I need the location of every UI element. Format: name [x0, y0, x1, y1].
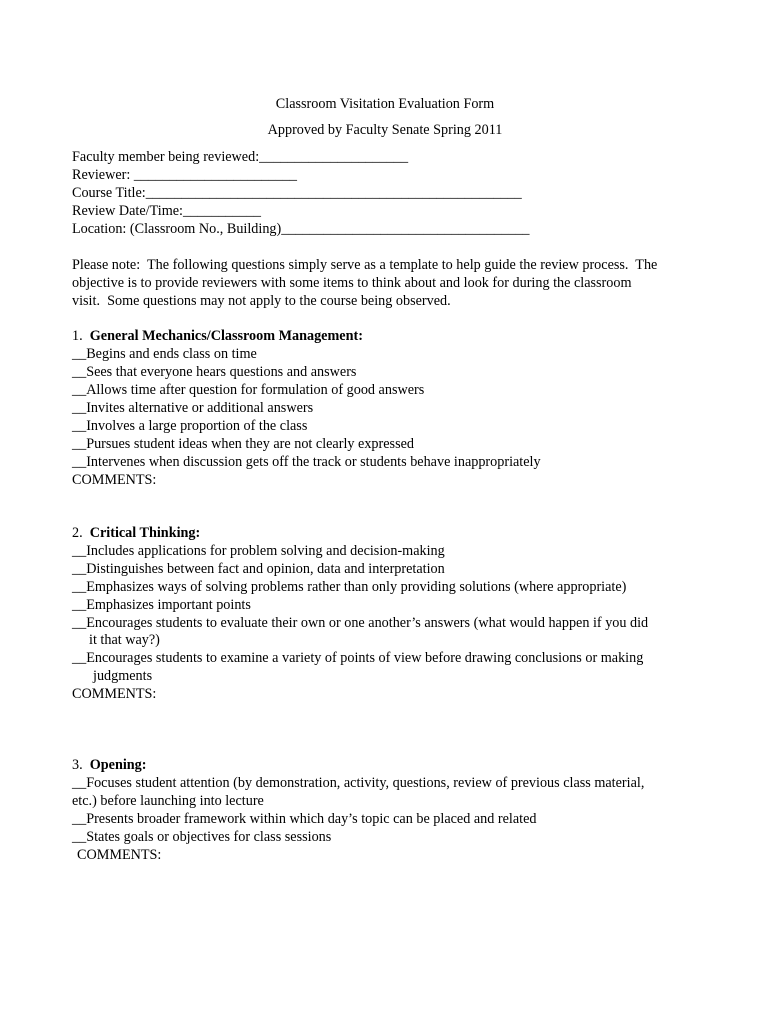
- checklist-item: __Allows time after question for formulation of good answers: [72, 382, 425, 398]
- section-number: 1.: [72, 328, 83, 344]
- section-heading: [72, 327, 363, 345]
- checklist-item: __Encourages students to evaluate their own or one another’s answers (what would happen if you did: [72, 615, 649, 631]
- checklist-item: __Intervenes when discussion gets off the track or students behave inappropriately: [72, 454, 541, 470]
- checklist-item: __Emphasizes important points: [72, 597, 251, 613]
- section-title: General Mechanics/Classroom Management:: [89, 328, 363, 344]
- field-faculty-member: Faculty member being reviewed:_____________________: [72, 149, 409, 165]
- checklist-item-continuation: etc.) before launching into lecture: [72, 793, 264, 809]
- section-heading: [72, 756, 147, 774]
- checklist-item: __Pursues student ideas when they are not clearly expressed: [72, 436, 414, 452]
- checklist-item-continuation: it that way?): [89, 632, 160, 648]
- checklist-item: __Emphasizes ways of solving problems rather than only providing solutions (where appropriate): [72, 579, 627, 595]
- comments-label: COMMENTS:: [72, 686, 157, 702]
- note-line: visit. Some questions may not apply to the course being observed.: [72, 293, 451, 309]
- checklist-item: __Encourages students to examine a variety of points of view before drawing conclusions or making: [72, 650, 644, 666]
- checklist-item: __Involves a large proportion of the class: [72, 418, 308, 434]
- checklist-item: __Presents broader framework within which day’s topic can be placed and related: [72, 811, 537, 827]
- note-line: objective is to provide reviewers with some items to think about and look for during the classroom: [72, 275, 632, 291]
- checklist-item: __Includes applications for problem solving and decision-making: [72, 543, 445, 559]
- checklist-item: __Focuses student attention (by demonstration, activity, questions, review of previous class material,: [72, 775, 645, 791]
- checklist-item: __Distinguishes between fact and opinion, data and interpretation: [72, 561, 445, 577]
- field-reviewer: Reviewer: _______________________: [72, 167, 298, 183]
- form-subtitle: Approved by Faculty Senate Spring 2011: [267, 122, 503, 138]
- checklist-item-continuation: judgments: [93, 668, 153, 684]
- checklist-item: __Invites alternative or additional answers: [72, 400, 314, 416]
- field-review-date-time: Review Date/Time:___________: [72, 203, 262, 219]
- form-title: Classroom Visitation Evaluation Form: [275, 96, 495, 112]
- section-title: Critical Thinking:: [89, 525, 201, 541]
- note-line: Please note: The following questions simply serve as a template to help guide the review process. The: [72, 257, 658, 273]
- section-heading: [72, 524, 200, 542]
- field-course-title: Course Title:_____________________________________________________: [72, 185, 522, 201]
- comments-label: COMMENTS:: [77, 847, 162, 863]
- section-number: 3.: [72, 757, 83, 773]
- section-number: 2.: [72, 525, 83, 541]
- section-title: Opening:: [89, 757, 147, 773]
- checklist-item: __States goals or objectives for class sessions: [72, 829, 332, 845]
- field-location: Location: (Classroom No., Building)___________________________________: [72, 221, 530, 237]
- comments-label: COMMENTS:: [72, 472, 157, 488]
- checklist-item: __Sees that everyone hears questions and answers: [72, 364, 357, 380]
- checklist-item: __Begins and ends class on time: [72, 346, 257, 362]
